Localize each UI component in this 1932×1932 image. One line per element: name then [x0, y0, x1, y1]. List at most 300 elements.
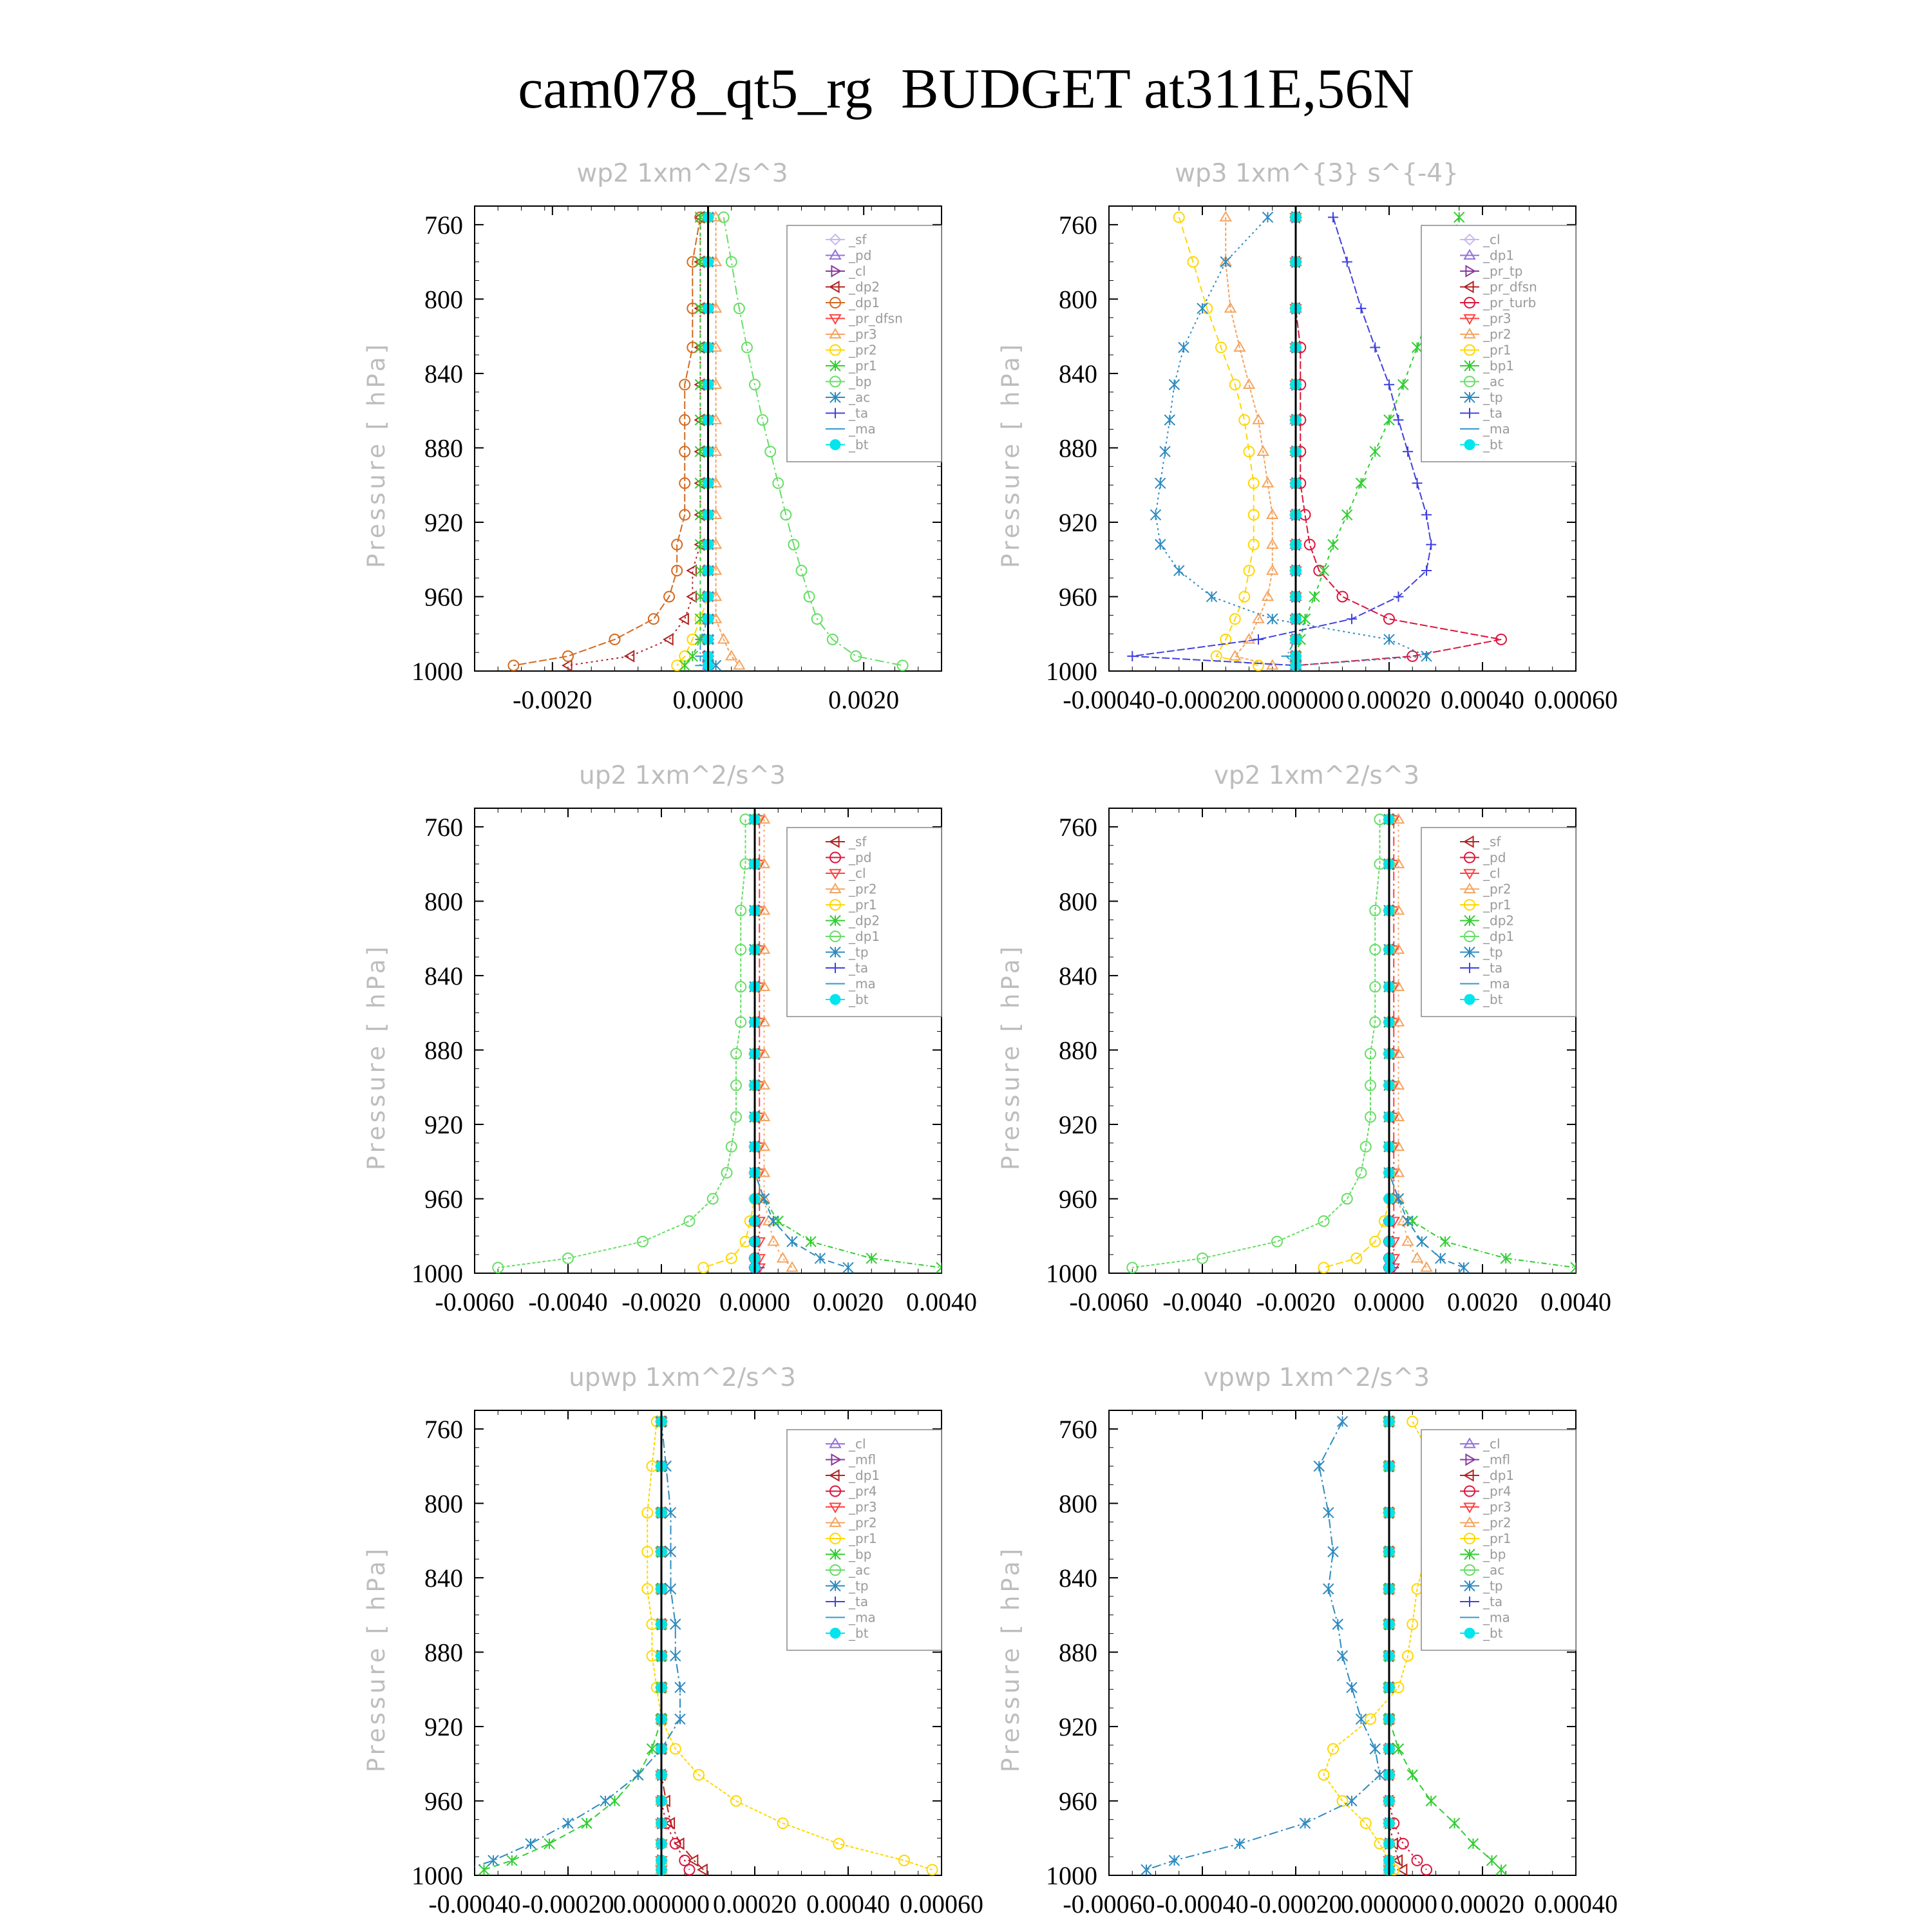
data-point	[1328, 540, 1338, 550]
legend-label: _pr2	[849, 1515, 877, 1531]
data-point	[1300, 1818, 1311, 1828]
data-point	[1421, 651, 1432, 661]
panel-vp2	[997, 761, 1611, 1316]
legend-label: _pr1	[1483, 342, 1511, 358]
legend-label: _ma	[849, 1609, 876, 1625]
x-tick-label: 0.00060	[900, 1889, 983, 1918]
data-point	[1338, 591, 1348, 601]
data-point	[1314, 1461, 1324, 1472]
y-axis-label: Pressure [ hPa]	[997, 943, 1025, 1171]
legend-label: _ac	[1483, 374, 1505, 390]
legend-label: _bt	[1483, 1625, 1503, 1641]
data-point	[544, 1839, 554, 1849]
data-point	[1179, 342, 1189, 352]
data-point	[773, 1216, 783, 1226]
legend-marker	[830, 1628, 840, 1638]
y-tick-label: 960	[424, 582, 463, 612]
y-tick-label: 960	[424, 1184, 463, 1214]
y-tick-label: 1000	[1046, 1861, 1097, 1890]
y-tick-label: 800	[424, 1489, 463, 1519]
data-point	[1426, 540, 1436, 550]
x-tick-label: -0.0020	[1256, 1287, 1336, 1316]
data-point	[1468, 1839, 1479, 1849]
x-tick-label: 0.00060	[1534, 685, 1618, 714]
data-point	[787, 1236, 797, 1247]
legend-label: _ac	[849, 390, 871, 405]
data-point	[1328, 1546, 1338, 1557]
legend-label: _ma	[1483, 421, 1510, 437]
x-tick-label: 0.00040	[806, 1889, 890, 1918]
data-point	[1347, 1682, 1357, 1692]
legend-label: _ta	[849, 1594, 869, 1609]
y-tick-label: 880	[1059, 1638, 1097, 1667]
data-point	[1230, 651, 1240, 660]
legend-label: _pr_turb	[1483, 295, 1537, 310]
legend-label: _bp	[1483, 1546, 1506, 1562]
legend-label: _pr2	[849, 881, 877, 897]
y-tick-label: 1000	[1046, 657, 1097, 686]
data-point	[1412, 1253, 1423, 1262]
data-point	[898, 660, 908, 670]
legend-label: _pr3	[849, 327, 877, 342]
data-point	[1338, 1416, 1348, 1426]
data-point	[806, 1236, 816, 1247]
data-point	[1487, 1855, 1497, 1866]
legend-label: _ta	[1483, 960, 1503, 976]
data-point	[1384, 415, 1394, 425]
data-point	[670, 1651, 681, 1661]
data-point	[1197, 303, 1208, 314]
y-axis-label: Pressure [ hPa]	[363, 943, 390, 1171]
data-point	[851, 651, 861, 661]
y-axis-label: Pressure [ hPa]	[997, 1545, 1025, 1773]
legend-label: _sf	[1483, 834, 1501, 849]
legend-label: _dp1	[1483, 929, 1515, 944]
panel-title: vp2 1xm^2/s^3	[1213, 761, 1420, 790]
y-tick-label: 840	[424, 1563, 463, 1593]
legend-label: _pr1	[1483, 897, 1511, 913]
data-point	[1174, 565, 1184, 576]
data-point	[1407, 1216, 1417, 1226]
data-point	[1384, 614, 1394, 624]
data-point	[815, 1253, 826, 1264]
data-point	[1421, 509, 1432, 520]
data-point	[1155, 540, 1166, 550]
y-tick-label: 960	[1059, 1786, 1097, 1816]
x-tick-label: -0.0040	[1162, 1287, 1242, 1316]
legend-label: _ma	[1483, 1609, 1510, 1625]
legend	[787, 828, 942, 1017]
data-point	[1309, 591, 1320, 601]
data-point	[1496, 1864, 1506, 1875]
x-tick-label: -0.00020	[522, 1889, 614, 1918]
data-point	[687, 591, 696, 601]
legend-marker	[830, 994, 840, 1005]
data-point	[1417, 1236, 1427, 1247]
legend-label: _dp1	[1483, 247, 1515, 263]
x-tick-label: -0.00020	[1156, 685, 1249, 714]
data-point	[1403, 446, 1413, 457]
legend-label: _pr_dfsn	[849, 310, 903, 327]
data-point	[1356, 478, 1367, 488]
data-point	[742, 342, 752, 352]
y-tick-label: 920	[424, 1110, 463, 1139]
x-tick-label: 0.0040	[1540, 1287, 1611, 1316]
x-tick-label: 0.0040	[906, 1287, 977, 1316]
legend-label: _tp	[849, 1578, 869, 1594]
data-point	[1370, 1744, 1380, 1754]
data-point	[670, 1619, 681, 1629]
legend	[1421, 225, 1576, 462]
series-line-bp	[484, 1421, 662, 1870]
data-point	[1384, 379, 1394, 390]
data-point	[1328, 212, 1338, 222]
legend-label: _ac	[1483, 1562, 1505, 1578]
panel-title: upwp 1xm^2/s^3	[569, 1363, 796, 1392]
x-tick-label: 0.000000	[613, 1889, 710, 1918]
y-tick-label: 960	[1059, 1184, 1097, 1214]
y-tick-label: 920	[1059, 1712, 1097, 1741]
x-tick-label: -0.0060	[435, 1287, 515, 1316]
data-point	[1323, 1508, 1334, 1518]
x-tick-label: -0.0020	[513, 685, 592, 714]
legend-label: _mfl	[1483, 1452, 1511, 1468]
data-point	[687, 565, 696, 576]
data-point	[679, 614, 688, 624]
data-point	[1141, 1864, 1151, 1875]
data-point	[1370, 446, 1380, 457]
legend-label: _ta	[849, 960, 869, 976]
x-tick-label: 0.0000	[672, 685, 744, 714]
x-tick-label: 0.00040	[1441, 685, 1524, 714]
data-point	[1319, 565, 1329, 576]
data-point	[1454, 212, 1464, 222]
legend-marker	[1464, 440, 1475, 450]
legend-label: _bt	[849, 437, 869, 453]
data-point	[649, 614, 659, 624]
data-point	[1450, 1818, 1460, 1828]
y-tick-label: 920	[424, 507, 463, 537]
x-tick-label: 0.000000	[1341, 1889, 1437, 1918]
legend-label: _dp2	[1483, 913, 1515, 929]
data-point	[1459, 1262, 1469, 1273]
legend-label: _pr3	[849, 1499, 877, 1515]
series-line-dp1	[513, 217, 700, 665]
data-point	[1323, 1584, 1334, 1594]
x-tick-label: -0.00040	[1156, 1889, 1249, 1918]
y-tick-label: 840	[1059, 961, 1097, 990]
data-point	[899, 1855, 909, 1866]
data-point	[778, 1253, 788, 1262]
panel-title: up2 1xm^2/s^3	[578, 761, 786, 790]
data-point	[768, 1216, 779, 1226]
data-point	[1412, 342, 1423, 352]
x-tick-label: 0.00020	[1347, 685, 1431, 714]
y-tick-label: 800	[424, 285, 463, 314]
panel-title: vpwp 1xm^2/s^3	[1203, 1363, 1430, 1392]
panel-title: wp2 1xm^2/s^3	[576, 159, 788, 188]
legend-label: _pr1	[849, 1531, 877, 1546]
data-point	[1403, 1236, 1413, 1245]
data-point	[1127, 651, 1137, 661]
data-point	[726, 651, 737, 660]
legend	[1421, 828, 1576, 1017]
data-point	[488, 1855, 498, 1866]
data-point	[1319, 1216, 1329, 1226]
legend	[787, 1430, 942, 1651]
x-tick-label: 0.00040	[1534, 1889, 1618, 1918]
legend-label: _pr2	[1483, 1515, 1511, 1531]
y-tick-label: 840	[424, 359, 463, 388]
data-point	[1370, 342, 1380, 352]
legend-label: _cl	[1483, 232, 1501, 247]
legend-label: _pr1	[849, 358, 877, 374]
data-point	[563, 1818, 573, 1828]
panel-up2	[363, 761, 977, 1316]
legend-label: _ta	[1483, 1594, 1503, 1609]
y-tick-label: 1000	[1046, 1259, 1097, 1288]
data-point	[1164, 415, 1175, 425]
legend-label: _ma	[849, 421, 876, 437]
legend-label: _dp1	[1483, 1468, 1515, 1483]
legend-label: _ma	[1483, 976, 1510, 992]
data-point	[679, 660, 690, 670]
data-point	[1398, 1839, 1408, 1849]
data-point	[773, 478, 783, 488]
panel-upwp	[363, 1363, 983, 1918]
data-point	[1412, 1855, 1423, 1866]
legend-label: _cl	[849, 263, 866, 279]
data-point	[1160, 446, 1170, 457]
x-tick-label: -0.00040	[428, 1889, 521, 1918]
legend-label: _ma	[849, 976, 876, 992]
x-tick-label: 0.0000	[1354, 1287, 1425, 1316]
legend-label: _dp1	[849, 929, 880, 944]
legend-label: _dp2	[849, 913, 880, 929]
data-point	[1356, 303, 1367, 314]
y-tick-label: 840	[1059, 359, 1097, 388]
y-tick-label: 840	[424, 961, 463, 990]
legend-label: _bt	[1483, 437, 1503, 453]
y-tick-label: 760	[424, 1414, 463, 1444]
data-point	[1267, 614, 1278, 624]
legend-label: _pr3	[1483, 310, 1511, 327]
x-tick-label: -0.00020	[1249, 1889, 1342, 1918]
data-point	[1426, 1795, 1436, 1806]
data-point	[1347, 614, 1357, 624]
x-tick-label: 0.000000	[1247, 685, 1344, 714]
data-point	[1342, 257, 1352, 267]
legend	[1421, 1430, 1576, 1651]
data-point	[768, 1236, 779, 1245]
legend-label: _bp1	[1483, 358, 1515, 374]
data-point	[1398, 379, 1408, 390]
y-tick-label: 920	[424, 1712, 463, 1741]
y-tick-label: 920	[1059, 507, 1097, 537]
legend-label: _pr2	[1483, 881, 1511, 897]
legend-label: _pr4	[1483, 1483, 1511, 1499]
x-tick-label: 0.0000	[719, 1287, 790, 1316]
data-point	[1155, 478, 1166, 488]
legend-label: _pd	[849, 247, 872, 263]
y-tick-label: 880	[424, 1638, 463, 1667]
legend-label: _pd	[1483, 849, 1506, 866]
data-point	[1365, 1714, 1376, 1724]
data-point	[757, 415, 768, 425]
legend-label: _dp2	[849, 279, 880, 295]
legend-label: _sf	[849, 232, 867, 247]
series-line-dp1	[661, 1421, 703, 1870]
legend-label: _bt	[849, 1625, 869, 1641]
data-point	[1239, 591, 1249, 601]
legend-label: _pr2	[1483, 327, 1511, 342]
legend-label: _cl	[849, 1436, 866, 1452]
legend-label: _ta	[849, 405, 869, 421]
data-point	[664, 634, 673, 645]
y-tick-label: 800	[1059, 285, 1097, 314]
data-point	[1440, 1236, 1450, 1247]
y-tick-label: 1000	[412, 1861, 463, 1890]
y-tick-label: 1000	[412, 1259, 463, 1288]
x-tick-label: -0.0060	[1069, 1287, 1149, 1316]
legend-label: _pr2	[849, 342, 877, 358]
legend-label: _bt	[849, 992, 869, 1007]
data-point	[675, 1682, 685, 1692]
data-point	[610, 1795, 620, 1806]
data-point	[479, 1864, 489, 1875]
data-point	[1151, 509, 1161, 520]
legend-marker	[1464, 1628, 1475, 1638]
legend-label: _bt	[1483, 992, 1503, 1007]
legend-label: _tp	[1483, 390, 1503, 405]
x-tick-label: -0.00060	[1063, 1889, 1155, 1918]
data-point	[600, 1795, 611, 1806]
legend-label: _pd	[849, 849, 872, 866]
data-point	[1332, 1619, 1343, 1629]
data-point	[1170, 1855, 1180, 1866]
series-line-pr1	[1179, 217, 1258, 665]
legend-label: _dp1	[849, 1468, 880, 1483]
legend-label: _ac	[849, 1562, 871, 1578]
data-point	[1384, 634, 1394, 645]
data-point	[1207, 591, 1217, 601]
data-point	[1435, 1253, 1446, 1264]
legend-label: _cl	[849, 866, 866, 881]
y-tick-label: 960	[1059, 582, 1097, 612]
y-tick-label: 880	[424, 433, 463, 463]
y-axis-label: Pressure [ hPa]	[363, 1545, 390, 1773]
y-axis-label: Pressure [ hPa]	[363, 341, 390, 569]
y-tick-label: 760	[424, 210, 463, 240]
x-tick-label: -0.0040	[528, 1287, 608, 1316]
x-tick-label: 0.0020	[828, 685, 900, 714]
data-point	[1319, 1262, 1329, 1273]
legend-label: _pr4	[849, 1483, 877, 1499]
data-point	[1342, 509, 1352, 520]
data-point	[1394, 415, 1404, 425]
data-point	[507, 1855, 517, 1866]
legend-label: _tp	[1483, 944, 1503, 960]
data-point	[1407, 1770, 1417, 1780]
series-line-dp2	[568, 217, 700, 665]
data-point	[1403, 1216, 1413, 1226]
legend-label: _pr3	[1483, 1499, 1511, 1515]
legend-label: _mfl	[849, 1452, 876, 1468]
legend-label: _pr_dfsn	[1483, 279, 1537, 295]
y-tick-label: 760	[1059, 210, 1097, 240]
data-point	[1263, 212, 1273, 222]
legend-label: _sf	[849, 834, 867, 849]
panel-title: wp3 1xm^{3} s^{-4}	[1175, 159, 1459, 188]
data-point	[675, 1714, 685, 1724]
data-point	[526, 1839, 536, 1849]
data-point	[582, 1818, 592, 1828]
legend-label: _cl	[1483, 866, 1501, 881]
panel-wp3	[997, 159, 1618, 714]
y-tick-label: 760	[1059, 1414, 1097, 1444]
y-axis-label: Pressure [ hPa]	[997, 341, 1025, 569]
y-tick-label: 760	[1059, 812, 1097, 842]
data-point	[1361, 1818, 1371, 1828]
x-tick-label: -0.00040	[1063, 685, 1155, 714]
series-line-tp	[466, 1421, 681, 1870]
legend-label: _cl	[1483, 1436, 1501, 1452]
y-tick-label: 920	[1059, 1110, 1097, 1139]
panel-wp2	[363, 159, 942, 714]
y-tick-label: 880	[424, 1036, 463, 1065]
data-point	[1394, 591, 1404, 601]
data-point	[1170, 379, 1180, 390]
data-point	[685, 1216, 695, 1226]
y-tick-label: 800	[1059, 887, 1097, 916]
legend-label: _bp	[849, 1546, 872, 1562]
legend-label: _pr_tp	[1483, 263, 1523, 279]
data-point	[843, 1262, 853, 1273]
y-tick-label: 1000	[412, 657, 463, 686]
x-tick-label: 0.0020	[1447, 1287, 1518, 1316]
data-point	[1272, 1236, 1282, 1247]
data-point	[1412, 478, 1423, 488]
legend-label: _tp	[849, 944, 869, 960]
page-title: cam078_qt5_rg BUDGET at311E,56N	[518, 58, 1414, 120]
y-tick-label: 800	[424, 887, 463, 916]
y-tick-label: 880	[1059, 1036, 1097, 1065]
legend-label: _bp	[849, 374, 872, 390]
data-point	[1338, 1651, 1348, 1661]
y-tick-label: 960	[424, 1786, 463, 1816]
legend-label: _dp1	[849, 295, 880, 310]
data-point	[633, 1770, 643, 1780]
x-tick-label: -0.0020	[621, 1287, 701, 1316]
legend-marker	[1464, 994, 1475, 1005]
data-point	[638, 1236, 648, 1247]
x-tick-label: 0.00020	[1441, 1889, 1524, 1918]
panel-vpwp	[997, 1363, 1618, 1918]
legend-label: _pr1	[1483, 1531, 1511, 1546]
legend-marker	[830, 440, 840, 450]
data-point	[834, 1839, 844, 1849]
legend-label: _pr1	[849, 897, 877, 913]
y-tick-label: 760	[424, 812, 463, 842]
y-tick-label: 800	[1059, 1489, 1097, 1519]
x-tick-label: 0.0020	[813, 1287, 884, 1316]
legend	[787, 225, 942, 462]
data-point	[797, 565, 807, 576]
x-tick-label: 0.00020	[713, 1889, 797, 1918]
series-line-ta	[1132, 217, 1431, 665]
legend-label: _tp	[1483, 1578, 1503, 1594]
y-tick-label: 880	[1059, 433, 1097, 463]
